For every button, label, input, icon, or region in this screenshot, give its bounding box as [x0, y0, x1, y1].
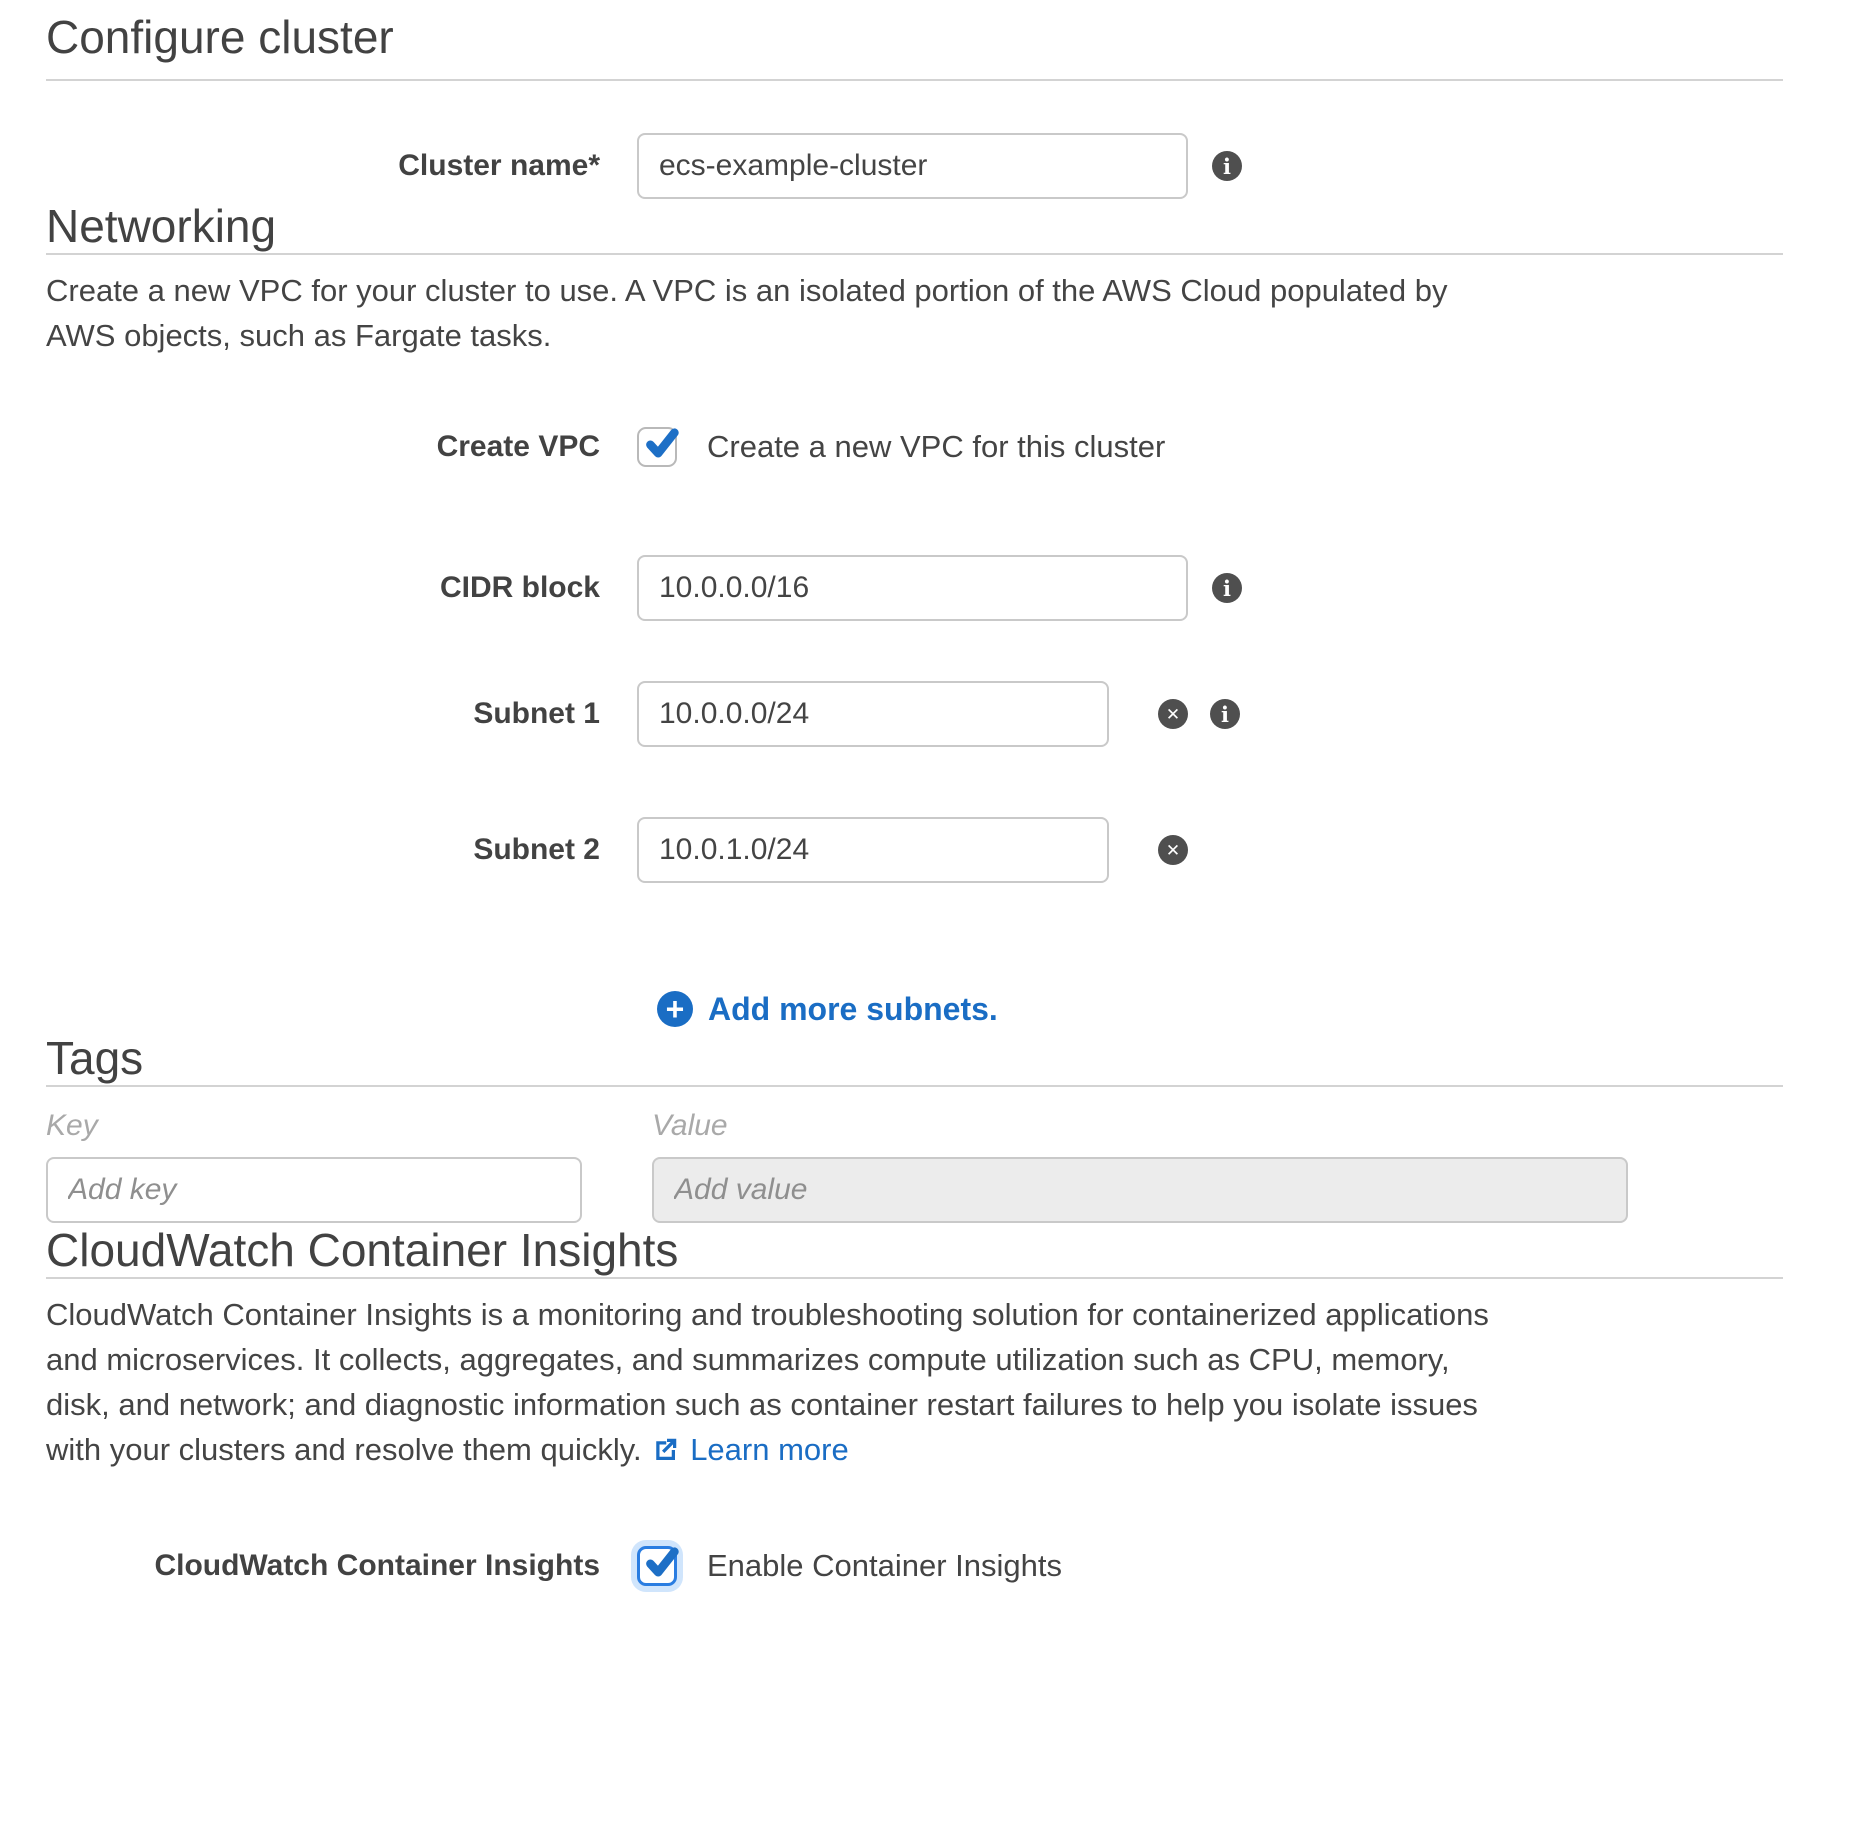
- info-icon[interactable]: i: [1210, 699, 1240, 729]
- subnet-2-label: Subnet 2: [473, 833, 600, 866]
- enable-container-insights-row: [46, 1542, 1783, 1590]
- external-link-icon: [650, 1435, 680, 1465]
- tags-key-header: Key: [46, 1109, 98, 1142]
- add-more-subnets-label: Add more subnets.: [708, 990, 998, 1027]
- tags-header-row: [46, 1109, 1783, 1143]
- networking-divider: [46, 253, 1783, 255]
- cidr-block-label: CIDR block: [439, 571, 600, 604]
- add-more-subnets-link[interactable]: [657, 991, 998, 1028]
- container-insights-row-label: CloudWatch Container Insights: [154, 1549, 600, 1582]
- cluster-name-input[interactable]: [637, 133, 1188, 199]
- container-insights-divider: [46, 1277, 1783, 1279]
- create-vpc-checkbox-text: Create a new VPC for this cluster: [707, 429, 1166, 464]
- tags-divider: [46, 1085, 1783, 1087]
- checkmark-icon: [644, 427, 678, 461]
- learn-more-label: Learn more: [690, 1432, 849, 1467]
- subnet-2-row: [46, 817, 1783, 883]
- title-divider: [46, 79, 1783, 81]
- create-vpc-row: [46, 424, 1783, 470]
- container-insights-description: [46, 1292, 1516, 1472]
- tag-value-input[interactable]: [652, 1157, 1628, 1223]
- subnet-1-input[interactable]: [637, 681, 1109, 747]
- cidr-block-row: [46, 555, 1783, 621]
- enable-container-insights-text: Enable Container Insights: [707, 1548, 1063, 1583]
- remove-icon[interactable]: ✕: [1158, 835, 1188, 865]
- networking-heading: Networking: [46, 200, 277, 252]
- cluster-name-label: Cluster name*: [398, 149, 600, 182]
- add-more-subnets-row: [657, 987, 1783, 1031]
- info-icon[interactable]: i: [1212, 151, 1242, 181]
- page-title: Configure cluster: [46, 11, 394, 63]
- configure-cluster-page: [0, 10, 1860, 1590]
- tags-input-row: [46, 1157, 1783, 1223]
- subnet-1-row: [46, 681, 1783, 747]
- learn-more-link[interactable]: [650, 1432, 849, 1467]
- tag-key-input[interactable]: [46, 1157, 582, 1223]
- create-vpc-label: Create VPC: [436, 430, 600, 463]
- remove-icon[interactable]: ✕: [1158, 699, 1188, 729]
- checkmark-icon: [644, 1546, 678, 1580]
- info-icon[interactable]: i: [1212, 573, 1242, 603]
- subnet-2-input[interactable]: [637, 817, 1109, 883]
- container-insights-description-text: CloudWatch Container Insights is a monitoring and troubleshooting solution for containerized applications and microservices. It collects, aggregates, and summarizes compute utilization such as CPU, memory, disk, and network; and diagnostic information such as container restart failures to help you isolate issues with your clusters and resolve them quickly.: [46, 1297, 1489, 1467]
- subnet-1-label: Subnet 1: [473, 697, 600, 730]
- enable-container-insights-checkbox[interactable]: [637, 1546, 677, 1586]
- create-vpc-checkbox[interactable]: [637, 427, 677, 467]
- networking-description: Create a new VPC for your cluster to use. A VPC is an isolated portion of the AWS Cloud populated by AWS objects, such as Fargate tasks.: [46, 273, 1448, 353]
- tags-heading: Tags: [46, 1032, 144, 1084]
- plus-icon: +: [657, 991, 693, 1027]
- container-insights-heading: CloudWatch Container Insights: [46, 1224, 679, 1276]
- cluster-name-row: [46, 133, 1783, 199]
- cidr-block-input[interactable]: [637, 555, 1188, 621]
- tags-value-header: Value: [652, 1109, 728, 1142]
